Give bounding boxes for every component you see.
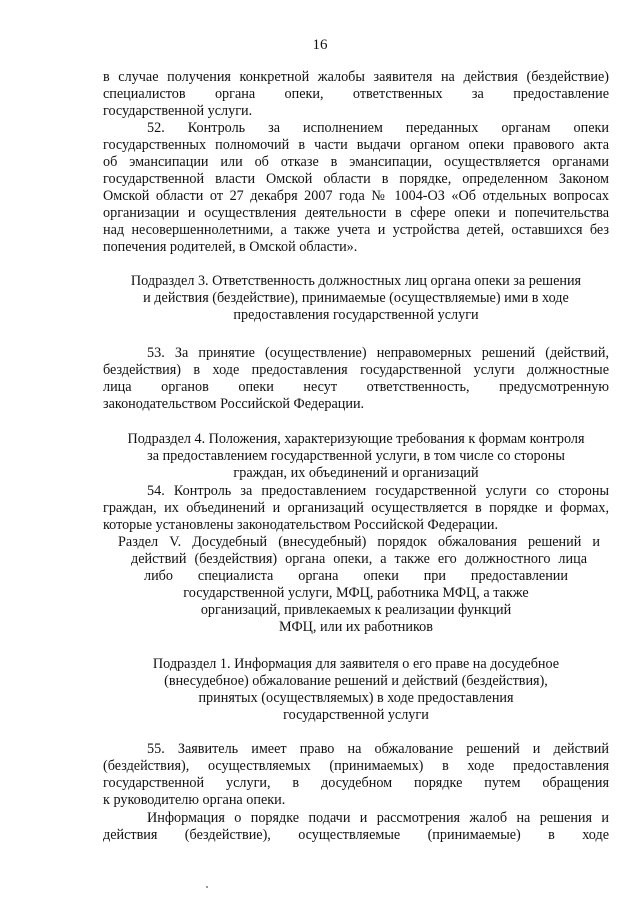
text-line: специалистов органа опеки, ответственных за предоставление	[103, 86, 609, 102]
heading-line: государственной услуги	[283, 707, 429, 723]
text-line: государственных полномочий в части выдачи органом опеки правового акта	[103, 137, 609, 153]
text-line: попечения родителей, в Омской области».	[103, 239, 358, 255]
text-line: 52. Контроль за исполнением переданных органам опеки	[147, 120, 609, 136]
text-line: действия (бездействие), осуществляемые (принимаемые) в ходе	[103, 827, 609, 843]
heading-line: МФЦ, или их работников	[279, 619, 433, 635]
heading-line: за предоставлением государственной услуги, в том числе со стороны	[147, 448, 565, 464]
heading-line: граждан, их объединений и организаций	[233, 465, 479, 481]
text-line: лица органов опеки несут ответственность, предусмотренную	[103, 379, 609, 395]
text-line: законодательством Российской Федерации.	[103, 396, 365, 412]
text-line: 55. Заявитель имеет право на обжалование решений и действий	[147, 741, 609, 757]
heading-line: Подраздел 3. Ответственность должностных лиц органа опеки за решения	[130, 273, 582, 289]
heading-line: действий (бездействия) органа опеки, а также его должностного лица	[131, 551, 587, 567]
text-line: государственной власти Омской области в порядке, определенном Законом	[103, 171, 609, 187]
text-line: государственной услуги, в досудебном порядке путем обращения	[103, 775, 609, 791]
text-line: государственной услуги.	[103, 103, 253, 119]
heading-line: (внесудебное) обжалование решений и действий (бездействия),	[164, 673, 548, 689]
text-line: граждан, их объединений и организаций осуществляется в порядке и формах,	[103, 500, 609, 516]
heading-line: принятых (осуществляемых) в ходе предоставления	[198, 690, 514, 706]
scan-speck	[206, 886, 208, 888]
text-line: Информация о порядке подачи и рассмотрения жалоб на решения и	[147, 810, 609, 826]
heading-line: государственной услуги, МФЦ, работника МФЦ, а также	[183, 585, 529, 601]
text-line: об эмансипации или об отказе в эмансипации, осуществляется органами	[103, 154, 609, 170]
heading-line: Раздел V. Досудебный (внесудебный) порядок обжалования решений и	[118, 534, 600, 550]
heading-line: Подраздел 1. Информация для заявителя о его праве на досудебное	[152, 656, 560, 672]
heading-line: и действия (бездействие), принимаемые (осуществляемые) ими в ходе	[143, 290, 569, 306]
text-line: над несовершеннолетними, а также учета и устройства детей, оставшихся без	[103, 222, 609, 238]
heading-line: организаций, привлекаемых к реализации функций	[200, 602, 512, 618]
heading-line: предоставления государственной услуги	[233, 307, 479, 323]
text-line: (бездействия), осуществляемых (принимаемых) в ходе предоставления	[103, 758, 609, 774]
text-line: организации и осуществления деятельности в сфере опеки и попечительства	[103, 205, 609, 221]
text-line: 53. За принятие (осуществление) неправомерных решений (действий,	[147, 345, 609, 361]
text-line: бездействия) в ходе предоставления государственной услуги должностные	[103, 362, 609, 378]
text-line: которые установлены законодательством Российской Федерации.	[103, 517, 499, 533]
heading-line: Подраздел 4. Положения, характеризующие требования к формам контроля	[127, 431, 585, 447]
page-number: 16	[312, 37, 328, 53]
text-line: Омской области от 27 декабря 2007 года № 1004-ОЗ «Об отдельных вопросах	[103, 188, 609, 204]
text-line: 54. Контроль за предоставлением государственной услуги со стороны	[147, 483, 609, 499]
text-line: в случае получения конкретной жалобы заявителя на действия (бездействие)	[103, 69, 609, 85]
text-line: к руководителю органа опеки.	[103, 792, 286, 808]
heading-line: либо специалиста органа опеки при предоставлении	[144, 568, 568, 584]
